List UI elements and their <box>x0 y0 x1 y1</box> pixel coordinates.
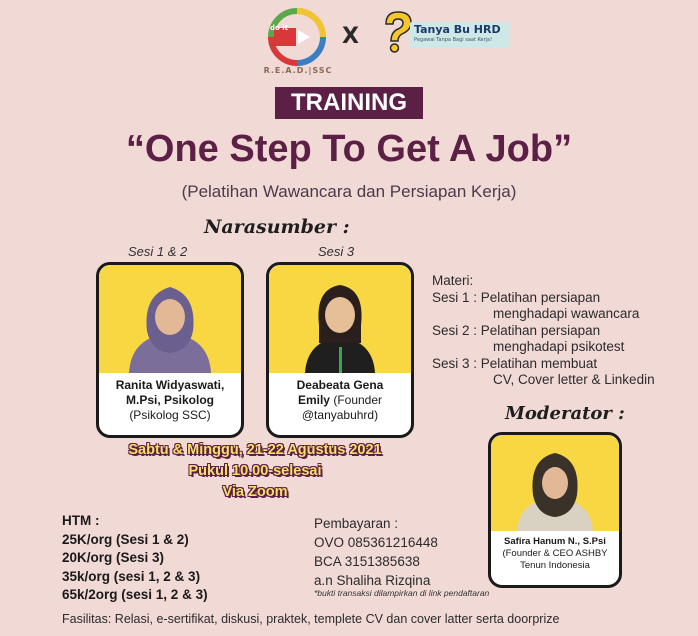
facilities-text: Fasilitas: Relasi, e-sertifikat, diskusi, praktek, templete CV dan cover latter serta doorprize <box>62 612 560 626</box>
materi-line: Sesi 2 : Pelatihan persiapan <box>432 322 601 338</box>
materi-line: menghadapi psikotest <box>493 339 625 354</box>
payment-line: a.n Shaliha Rizqina <box>314 573 431 588</box>
htm-heading: HTM : <box>62 513 100 528</box>
training-badge-label: TRAINING <box>291 89 407 116</box>
speaker-1-name-line1: Ranita Widyaswati, <box>115 378 225 392</box>
speaker-2-role: @tanyabuhrd) <box>301 408 379 422</box>
ready-logo-caption: R.E.A.D.|SSC <box>263 66 333 75</box>
htm-list <box>62 512 208 605</box>
htm-line: 20K/org (Sesi 3) <box>62 550 165 565</box>
speaker-1-caption <box>99 378 241 423</box>
payment-note: *bukti transaksi dilampirkan di link pendaftaran <box>314 588 490 598</box>
payment-info <box>314 514 438 590</box>
moderator-photo <box>491 435 619 531</box>
speaker-1-photo <box>99 265 241 373</box>
ready-logo-inner-text: do it <box>269 24 288 32</box>
speaker-2-name-line2: Emily (Founder <box>297 393 383 407</box>
materi-line: Sesi 3 : Pelatihan membuat <box>432 355 598 371</box>
payment-line: OVO 085361216448 <box>314 535 438 550</box>
speaker-2-session: Sesi 3 <box>318 244 355 259</box>
moderator-name: Safira Hanum N., S.Psi <box>504 536 606 547</box>
materi-heading: Materi: <box>432 273 474 288</box>
htm-line: 25K/org (Sesi 1 & 2) <box>62 531 189 547</box>
moderator-heading: Moderator : <box>505 403 625 424</box>
payment-heading: Pembayaran : <box>314 516 399 531</box>
materi-line: Sesi 1 : Pelatihan persiapan <box>432 289 601 305</box>
tanya-logo-name: Tanya Bu HRD <box>414 23 501 36</box>
speaker-1-role: (Psikolog SSC) <box>129 408 211 422</box>
moderator-role-line2: Tenun Indonesia <box>520 560 590 571</box>
htm-line: 65k/2org (sesi 1, 2 & 3) <box>62 587 208 602</box>
speaker-1-session: Sesi 1 & 2 <box>128 244 188 259</box>
htm-line: 35k/org (sesi 1, 2 & 3) <box>62 568 201 584</box>
event-date: Sabtu & Minggu, 21-22 Agustus 2021 <box>128 442 382 458</box>
speaker-2-photo <box>269 265 411 373</box>
speakers-heading: Narasumber : <box>204 216 350 238</box>
speaker-2-caption <box>269 378 411 423</box>
materi-list <box>432 273 655 389</box>
materi-line: CV, Cover letter & Linkedin <box>493 372 655 387</box>
event-venue: Via Zoom <box>222 484 288 500</box>
collab-separator: X <box>342 24 359 49</box>
speaker-2-name-line1: Deabeata Gena <box>296 378 384 392</box>
event-info <box>90 440 420 503</box>
page-title: “One Step To Get A Job” <box>125 128 573 170</box>
moderator-role-line1: (Founder & CEO ASHBY <box>502 548 608 559</box>
payment-line: BCA 3151385638 <box>314 554 420 569</box>
materi-line: menghadapi wawancara <box>493 306 640 321</box>
speaker-1-name-line2: M.Psi, Psikolog <box>125 393 215 407</box>
page-subtitle: (Pelatihan Wawancara dan Persiapan Kerja) <box>181 182 517 201</box>
moderator-caption <box>491 536 619 572</box>
ready-ssc-logo <box>268 8 326 66</box>
tanya-logo-tagline: Pegawai Tanpa Bagi saat Kerja! <box>414 37 493 43</box>
event-time: Pukul 10.00-selesai <box>188 463 322 479</box>
